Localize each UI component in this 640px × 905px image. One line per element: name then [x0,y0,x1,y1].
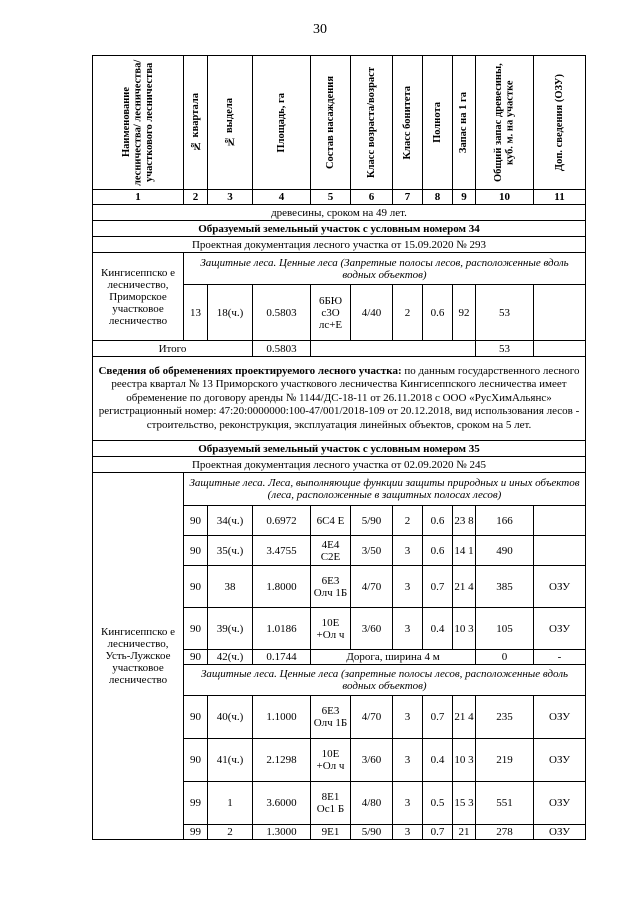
header-cell: Общий запас древесины, куб. м. на участке [476,56,534,190]
header-row [93,56,586,190]
column-number: 10 [476,190,534,205]
header-cell: Состав насаждения [311,56,351,190]
column-number: 9 [453,190,476,205]
table-row: 90 39(ч.) 1.0186 10Е +Ол ч 3/60 3 0.4 10 3 105 ОЗУ [93,608,586,650]
table-row: 90 35(ч.) 3.4755 4Е4 С2Е 3/50 3 0.6 14 1 490 [93,536,586,566]
header-cell: № квартала [184,56,208,190]
plot35-project: Проектная документация лесного участка от 02.09.2020 № 245 [93,457,586,473]
column-number: 2 [184,190,208,205]
table-row: 90 40(ч.) 1.1000 6Е3 Олч 1Б 4/70 3 0.7 21 4 235 ОЗУ [93,696,586,739]
table-row: 90 34(ч.) 0.6972 6С4 Е 5/90 2 0.6 23 8 166 [93,506,586,536]
header-cell: Наименование лесничества/ лесничества/ участкового лесничества [93,56,184,190]
column-number: 7 [393,190,423,205]
plot34-forestry: Кингисеппско е лесничество, Приморское участковое лесничество [93,253,184,341]
table-row: 13 18(ч.) 0.5803 6БЮ с3О лс+Е 4/40 2 0.6 92 53 [93,285,586,341]
plot35-protect1: Защитные леса. Леса, выполняющие функции защиты природных и иных объектов (леса, расположенные в защитных полосах лесов) [184,473,586,506]
column-number-row [93,190,586,205]
header-cell: Площадь, га [253,56,311,190]
total-row: Итого 0.5803 53 [93,341,586,357]
column-number: 11 [534,190,586,205]
header-cell: Полнота [423,56,453,190]
column-number: 1 [93,190,184,205]
plot35-protect2: Защитные леса. Ценные леса (запретные полосы лесов, расположенные вдоль водных объектов) [184,665,586,696]
column-number: 8 [423,190,453,205]
continued-text: древесины, сроком на 49 лет. [93,205,586,221]
table-row: 99 1 3.6000 8Е1 Ос1 Б 4/80 3 0.5 15 3 551 ОЗУ [93,782,586,825]
header-cell: Доп. сведения (ОЗУ) [534,56,586,190]
road-row: 90 42(ч.) 0.1744 Дорога, ширина 4 м 0 - [93,650,586,665]
page-number: 30 [313,22,327,37]
column-number: 4 [253,190,311,205]
header-cell: Класс возраста/возраст [351,56,393,190]
forest-table [92,55,586,840]
plot35-title: Образуемый земельный участок с условным номером 35 [93,441,586,457]
plot35-forestry: Кингисеппско е лесничество, Усть-Лужское участковое лесничество [93,473,184,840]
table-row: 90 38 1.8000 6Е3 Олч 1Б 4/70 3 0.7 21 4 385 ОЗУ [93,566,586,608]
burden-info: Сведения об обременениях проектируемого лесного участка: по данным государственного лесного реестра квартал № 13 Приморского участкового лесничества Кингисеппского лесничества имеет обременение по договору аренды № 1144/ДС-18-11 от 26.11.2018 с ООО «РусХимАльянс» регистрационный номер: 47:20:0000000:100-47/001/2018-109 от 20.12.2018, вид использования лесов - строительство, реконструкция, эксплуатация линейных объектов, сроком на 5 лет. [93,357,586,441]
table-row: 99 2 1.3000 9Е1 5/90 3 0.7 21 278 ОЗУ [93,825,586,840]
plot34-title: Образуемый земельный участок с условным номером 34 [93,221,586,237]
column-number: 5 [311,190,351,205]
table-row: 90 41(ч.) 2.1298 10Е +Ол ч 3/60 3 0.4 10 3 219 ОЗУ [93,739,586,782]
header-cell: № выдела [208,56,253,190]
column-number: 6 [351,190,393,205]
column-number: 3 [208,190,253,205]
header-cell: Класс бонитета [393,56,423,190]
plot34-protect: Защитные леса. Ценные леса (Запретные полосы лесов, расположенные вдоль водных объектов) [184,253,586,285]
plot34-project: Проектная документация лесного участка от 15.09.2020 № 293 [93,237,586,253]
header-cell: Запас на 1 га [453,56,476,190]
